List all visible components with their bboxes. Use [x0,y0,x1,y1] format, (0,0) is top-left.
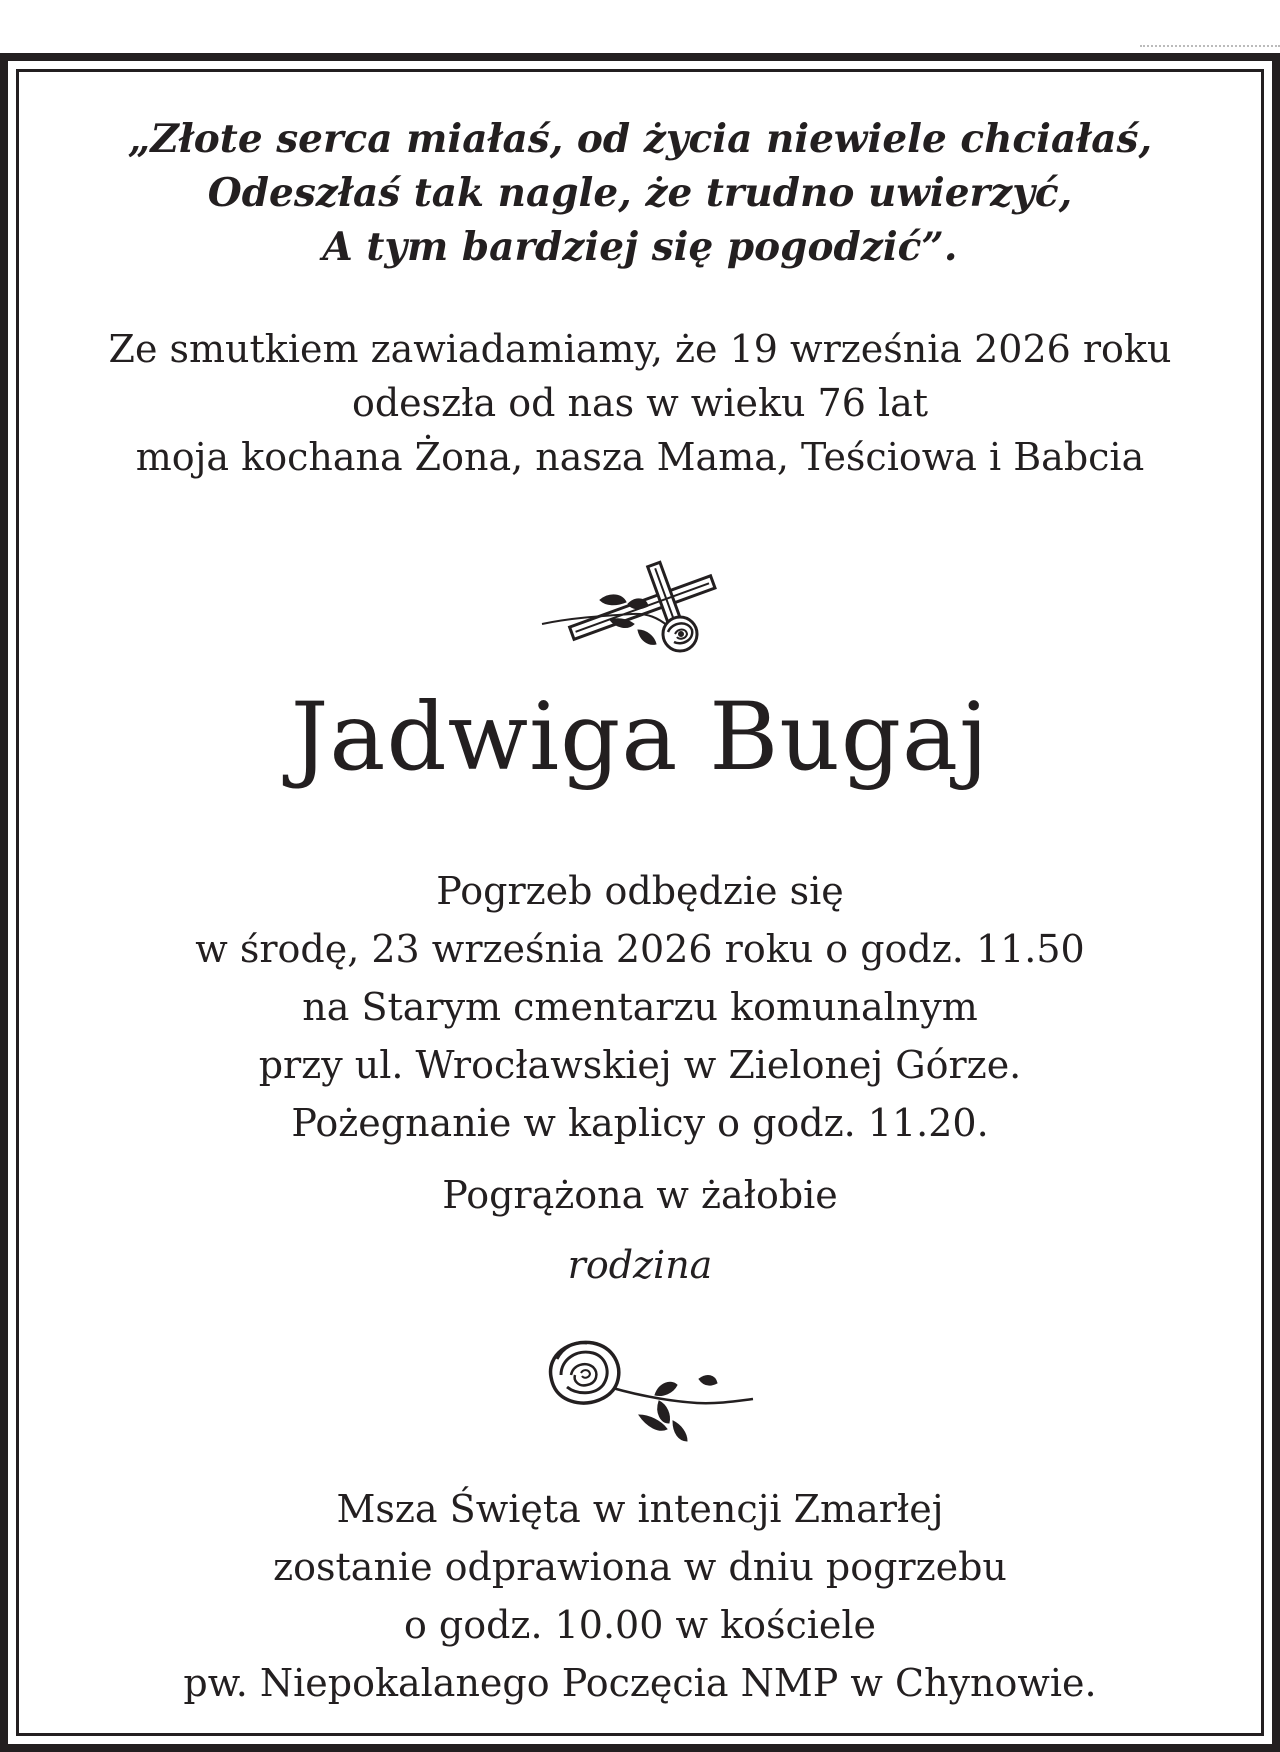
mass-line: Msza Święta w intencji Zmarłej [336,1487,944,1531]
rose-icon [547,1337,757,1452]
quote-line: „Złote serca miałaś, od życia niewiele chciałaś, [127,116,1153,162]
announcement-intro [19,322,1261,484]
cross-with-rose-icon [540,560,740,660]
deceased-name: Jadwiga Bugaj [290,683,990,792]
intro-line: odeszła od nas w wieku 76 lat [351,381,929,425]
funeral-line: w środę, 23 września 2026 roku o godz. 11.50 [195,927,1085,971]
top-edge-dots [1140,45,1280,49]
funeral-line: Pogrzeb odbędzie się [436,869,844,913]
funeral-line: przy ul. Wrocławskiej w Zielonej Górze. [258,1043,1022,1087]
mourners-signature [19,1160,1261,1300]
quote-line: A tym bardziej się pogodzić”. [322,224,958,270]
intro-line: Ze smutkiem zawiadamiamy, że 19 września 2026 roku [108,327,1172,371]
mourners-family: rodzina [567,1243,713,1287]
mass-line: pw. Niepokalanego Poczęcia NMP w Chynowie. [183,1661,1097,1705]
funeral-line: na Starym cmentarzu komunalnym [302,985,978,1029]
intro-line: moja kochana Żona, nasza Mama, Teściowa i Babcia [135,435,1145,479]
funeral-line: Pożegnanie w kaplicy o godz. 11.20. [291,1101,989,1145]
mass-line: zostanie odprawiona w dniu pogrzebu [273,1545,1007,1589]
memorial-mass-details [19,1480,1261,1712]
funeral-details [19,862,1261,1152]
memorial-quote [19,112,1261,274]
mass-line: o godz. 10.00 w kościele [403,1603,877,1647]
mourners-line: Pogrążona w żałobie [442,1173,838,1217]
quote-line: Odeszłaś tak nagle, że trudno uwierzyć, [207,170,1073,216]
